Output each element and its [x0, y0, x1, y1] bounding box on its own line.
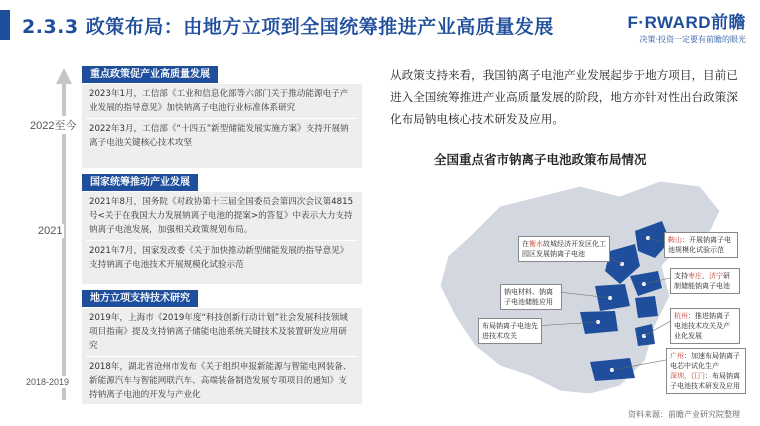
logo-slogan: 决策·投资一定要有前瞻的眼光	[639, 35, 746, 44]
section-heading-local: 地方立项支持技术研究	[82, 290, 198, 307]
callout-zhejiang: 杭州：推进钠离子电池技术攻关及产业化发展	[670, 308, 740, 344]
title-accent-bar	[0, 10, 10, 40]
policy-entry: 2021年7月，国家发改委《关于加快推动新型储能发展的指导意见》支持钠离子电池技术开展规模化试验示范	[89, 246, 349, 270]
city-highlight: 鞍山	[668, 236, 682, 244]
section-heading-national: 国家统筹推动产业发展	[82, 174, 198, 191]
callout-liaoning: 鞍山：开展钠离子电池规模化试验示范	[664, 232, 738, 258]
source-note: 资料来源：前瞻产业研究院整理	[628, 410, 740, 419]
policy-entry: 2019年，上海市《2019年度“科技创新行动计划”社会发展科技领域项目指南》提及支持钠离子储能电池系统关键技术及装置研发应用研究	[89, 313, 348, 351]
year-label-2021: 2021	[38, 225, 63, 237]
intro-paragraph: 从政策支持来看，我国钠离子电池产业发展起步于地方项目，目前已进入全国统筹推进产业高质量发展的阶段，地方亦针对性出台政策深化布局钠电核心技术研发及应用。	[390, 68, 738, 126]
logo-wordmark: F·RWARD前瞻	[627, 13, 746, 32]
city-highlight: 枣庄、济宁	[688, 272, 723, 280]
policy-entry: 2022年3月，工信部《“十四五”新型储能发展实施方案》支持开展钠离子电池关键核心技术攻坚	[89, 124, 349, 148]
brand-logo	[628, 8, 746, 45]
callout-henan: 钠电材料、钠离子电池储能应用	[500, 284, 562, 310]
city-highlight: 衡水	[529, 240, 543, 248]
page-title: 2.3.3 政策布局：由地方立项到全国统筹推进产业高质量发展	[22, 16, 554, 38]
policy-entry: 2018年，湖北省沧州市发布《关于组织申报新能源与智能电网装备、新能源汽车与智能网联汽车、高端装备制造发展专项项目的通知》支持钠离子电池的开发与产业化	[89, 362, 352, 400]
city-highlight: 广州	[670, 352, 684, 360]
map-title: 全国重点省市钠离子电池政策布局情况	[434, 152, 647, 167]
section-heading-quality: 重点政策促产业高质量发展	[82, 66, 218, 83]
section-box-local	[82, 308, 362, 404]
callout-hubei: 布局钠离子电池先进技术攻关	[478, 318, 542, 344]
year-label-2018-2019: 2018-2019	[26, 377, 70, 387]
year-label-2022: 2022至今	[28, 116, 78, 134]
section-box-national	[82, 192, 362, 284]
policy-entry: 2021年8月，国务院《对政协第十三届全国委员会第四次会议第4815号<关于在我国大力发展钠离子电池的提案>的答复》中表示大力支持钠离子电池发展，加强相关政策规划布局。	[89, 197, 354, 235]
city-highlight: 深圳、江门	[670, 372, 705, 380]
region-jiangsu	[635, 296, 658, 318]
section-box-quality	[82, 84, 362, 168]
callout-guangdong: 广州：加速布局钠离子电芯中试化生产 深圳、江门：布局钠离子电池技术研发及应用	[666, 348, 746, 394]
callout-shandong: 支持枣庄、济宁研制储能钠离子电池	[670, 268, 740, 294]
city-highlight: 杭州	[674, 312, 688, 320]
policy-entry: 2023年1月，工信部《工业和信息化部等六部门关于推动能源电子产业发展的指导意见》加快钠离子电池行业标准体系研究	[89, 89, 349, 113]
callout-hebei: 在衡水故城经济开发区化工园区发展钠离子电池	[518, 236, 610, 262]
